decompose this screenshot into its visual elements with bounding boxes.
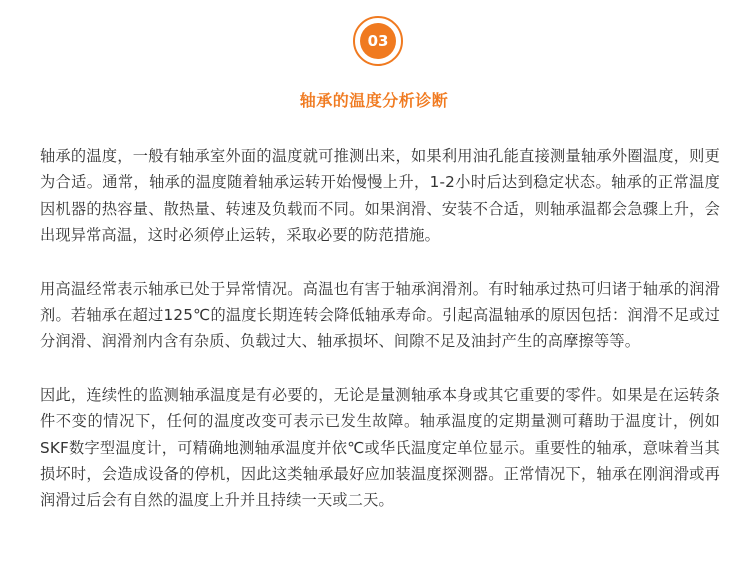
article-body — [40, 143, 720, 541]
paragraph-3: 因此，连续性的监测轴承温度是有必要的，无论是量测轴承本身或其它重要的零件。如果是在运转条件不变的情况下，任何的温度改变可表示已发生故障。轴承温度的定期量测可藉助于温度计，例如SKF数字型温度计，可精确地测轴承温度并依℃或华氏温度定单位显示。重要性的轴承，意味着当其损坏时，会造成设备的停机，因此这类轴承最好应加装温度探测器。正常情况下，轴承在刚润滑或再润滑过后会有自然的温度上升并且持续一天或二天。 — [40, 385, 720, 510]
section-number-badge — [353, 16, 403, 66]
paragraph-2: 用高温经常表示轴承已处于异常情况。高温也有害于轴承润滑剂。有时轴承过热可归诸于轴承的润滑剂。若轴承在超过125℃的温度长期连转会降低轴承寿命。引起高温轴承的原因包括：润滑不足或过分润滑、润滑剂内含有杂质、负载过大、轴承损坏、间隙不足及油封产生的高摩擦等等。 — [40, 279, 720, 351]
section-title: 轴承的温度分析诊断 — [299, 91, 449, 110]
paragraph-1: 轴承的温度，一般有轴承室外面的温度就可推测出来，如果利用油孔能直接测量轴承外圈温度，则更为合适。通常，轴承的温度随着轴承运转开始慢慢上升，1-2小时后达到稳定状态。轴承的正常温度因机器的热容量、散热量、转速及负载而不同。如果润滑、安装不合适，则轴承温都会急骤上升，会出现异常高温，这时必须停止运转，采取必要的防范措施。 — [40, 147, 720, 245]
badge-number: 03 — [360, 23, 396, 59]
